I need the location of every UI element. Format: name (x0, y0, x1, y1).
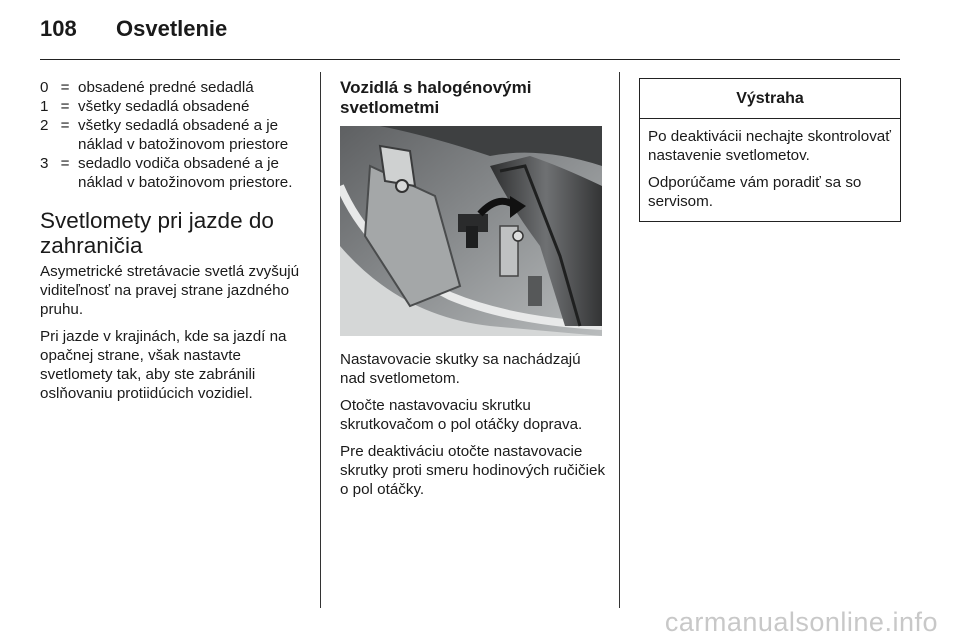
section-heading: Svetlomety pri jazde do zahraničia (40, 208, 274, 258)
headlamp-adjustment-illustration (340, 126, 602, 336)
seat-load-list (40, 78, 306, 192)
page-number: 108 (40, 16, 77, 41)
paragraph: Pre deaktiváciu otočte nastavovacie skrutky proti smeru hodinových ručičiek o pol otáčky. (340, 443, 606, 498)
paragraph: Asymetrické stretávacie svetlá zvyšujú viditeľnosť na pravej strane jazdného pruhu. (40, 263, 300, 318)
paragraph: Otočte nastavovaciu skrutku skrutkovačom o pol otáčky doprava. (340, 397, 583, 433)
warning-title: Výstraha (640, 79, 900, 119)
column-divider (619, 72, 620, 608)
warning-body (640, 119, 900, 221)
list-item: 2 = všetky sedadlá obsadené a je náklad v batožinovom priestore (40, 117, 289, 153)
paragraph: Odporúčame vám poradiť sa so servisom. (648, 174, 862, 210)
paragraph: Po deaktivácii nechajte skontrolovať nastavenie svetlometov. (648, 128, 891, 164)
warning-box (639, 78, 901, 222)
column-middle (340, 78, 606, 507)
paragraph: Nastavovacie skutky sa nachádzajú nad svetlometom. (340, 351, 581, 387)
column-divider (320, 72, 321, 608)
list-item: 0 = obsadené predné sedadlá (40, 79, 254, 96)
header-rule (40, 59, 900, 60)
column-right (639, 78, 901, 222)
column-left (40, 78, 306, 411)
headlamp-adjustment-photo (340, 126, 602, 336)
page-title: Osvetlenie (116, 16, 228, 41)
list-item: 1 = všetky sedadlá obsadené (40, 98, 250, 115)
page-header (40, 16, 227, 42)
list-item: 3 = sedadlo vodiča obsadené a je náklad v batožinovom priestore. (40, 155, 293, 191)
subsection-heading: Vozidlá s halogénovými svetlometmi (340, 78, 532, 117)
paragraph: Pri jazde v krajinách, kde sa jazdí na opačnej strane, však nastavte svetlomety tak, aby ste zabránili oslňovaniu protiidúcich vozidiel. (40, 328, 287, 402)
watermark: carmanualsonline.info (664, 607, 938, 637)
